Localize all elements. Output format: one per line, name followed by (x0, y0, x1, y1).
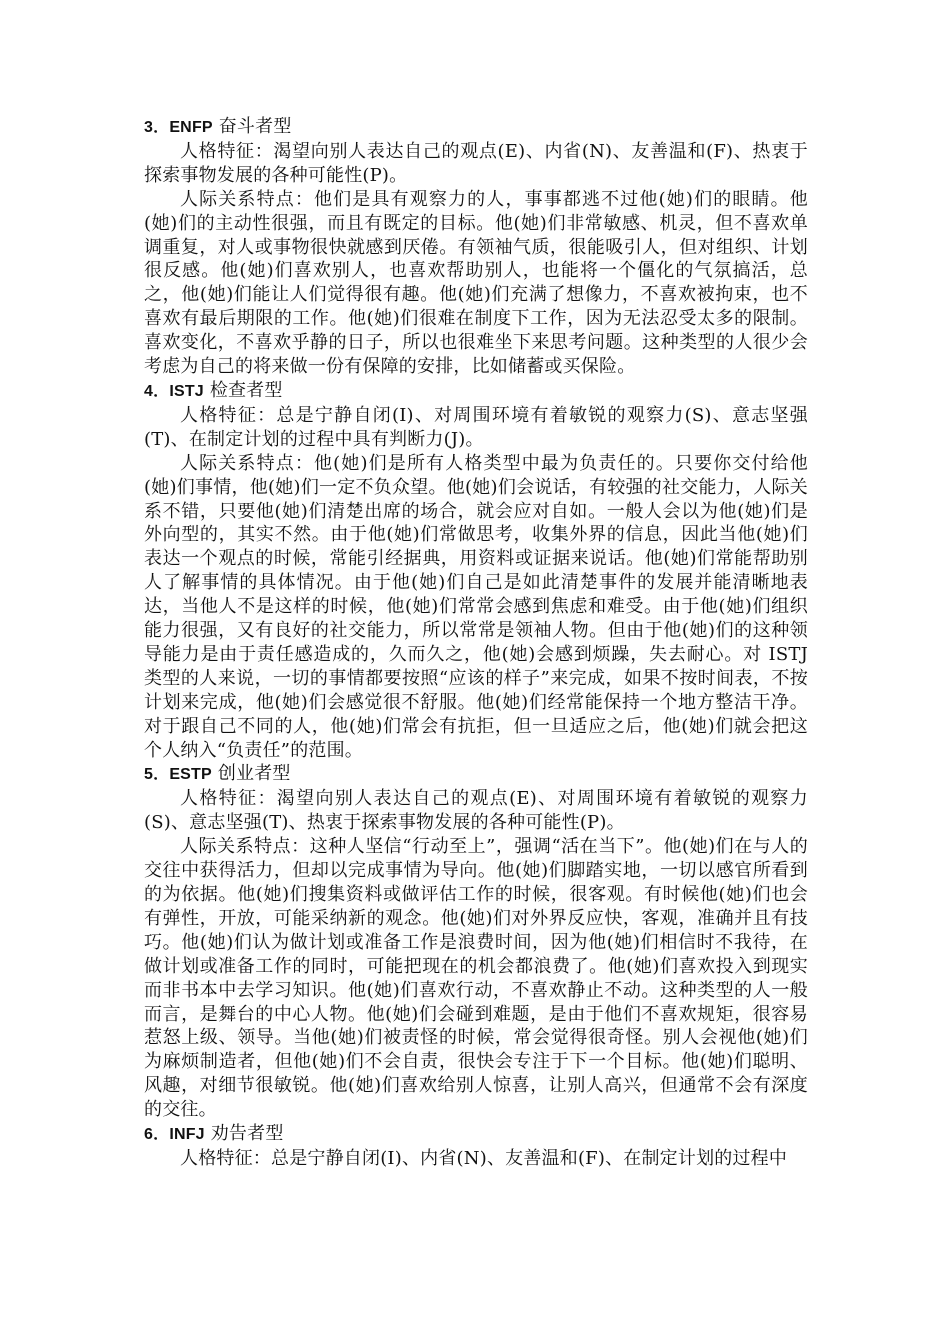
trait-paragraph: 人格特征：总是宁静自闭(I)、内省(N)、友善温和(F)、在制定计划的过程中 (180, 1147, 788, 1169)
type-name: 检查者型 (209, 379, 283, 401)
relation-paragraph: 人际关系特点：他们是具有观察力的人，事事都逃不过他(她)们的眼睛。他(她)们的主动性很强，而且有既定的目标。他(她)们非常敏感、机灵，但不喜欢单调重复，对人或事物很快就感到厌倦。有领袖气质，很能吸引人，但对组织、计划很反感。他(她)们喜欢别人，也喜欢帮助别人，也能将一个僵化的气氛搞活，总之，他(她)们能让人们觉得很有趣。他(她)们充满了想像力，不喜欢被拘束，也不喜欢有最后期限的工作。他(她)们很难在制度下工作，因为无法忍受太多的限制。喜欢变化，不喜欢乎静的日子，所以也很难坐下来思考问题。这种类型的人很少会考虑为自己的将来做一份有保障的安排，比如储蓄或买保险。 (144, 188, 808, 378)
section-number: 3． (144, 119, 170, 136)
document-page (144, 115, 808, 1171)
type-code: ISTJ (169, 382, 204, 400)
trait-paragraph: 人格特征：总是宁静自闭(I)、对周围环境有着敏锐的观察力(S)、意志坚强(T)、在制定计划的过程中具有判断力(J)。 (144, 404, 808, 450)
type-name: 劝告者型 (210, 1123, 284, 1145)
type-code: ESTP (169, 766, 212, 784)
trait-paragraph: 人格特征：渴望向别人表达自己的观点(E)、对周围环境有着敏锐的观察力(S)、意志坚强(T)、热衷于探索事物发展的各种可能性(P)。 (144, 788, 808, 834)
section-heading (144, 1122, 808, 1147)
section-istj (144, 379, 808, 763)
section-number: 5． (144, 766, 170, 784)
type-name: 奋斗者型 (218, 116, 292, 137)
section-heading (144, 379, 808, 404)
section-number: 4． (144, 382, 170, 400)
section-heading (144, 115, 808, 140)
section-number: 6． (144, 1126, 170, 1144)
relation-paragraph: 人际关系特点：他(她)们是所有人格类型中最为负责任的。只要你交付给他(她)们事情，他(她)们一定不负众望。他(她)们会说话，有较强的社交能力，人际关系不错，只要他(她)们清楚出席的场合，就会应对自如。一般人会以为他(她)们是外向型的，其实不然。由于他(她)们常做思考，收集外界的信息，因此当他(她)们表达一个观点的时候，常能引经据典，用资料或证据来说话。他(她)们常能帮助别人了解事情的具体情况。由于他(她)们自己是如此清楚事件的发展并能清晰地表达，当他人不是这样的时候，他(她)们常常会感到焦虑和难受。由于他(她)们组织能力很强，又有良好的社交能力，所以常常是领袖人物。但由于他(她)们的这种领导能力是由于责任感造成的，久而久之，他(她)会感到烦躁，失去耐心。对 ISTJ 类型的人来说，一切的事情都要按照“应该的样子”来完成，如果不按时间表，不按计划来完成，他(她)们会感觉很不舒服。他(她)们经常能保持一个地方整洁干净。对于跟自己不同的人，他(她)们常会有抗拒，但一旦适应之后，他(她)们就会把这个人纳入“负责任”的范围。 (144, 452, 808, 761)
trait-paragraph: 人格特征：渴望向别人表达自己的观点(E)、内省(N)、友善温和(F)、热衷于探索事物发展的各种可能性(P)。 (144, 140, 808, 186)
section-estp (144, 762, 808, 1122)
section-heading (144, 762, 808, 787)
relation-paragraph: 人际关系特点：这种人坚信“行动至上”，强调“活在当下”。他(她)们在与人的交往中获得活力，但却以完成事情为导向。他(她)们脚踏实地，一切以感官所看到的为依据。他(她)们搜集资料或做评估工作的时候，很客观。有时候他(她)们也会有弹性，开放，可能采纳新的观念。他(她)们对外界反应快，客观，准确并且有技巧。他(她)们认为做计划或准备工作是浪费时间，因为他(她)们相信时不我待，在做计划或准备工作的同时，可能把现在的机会都浪费了。他(她)们喜欢投入到现实而非书本中去学习知识。他(她)们喜欢行动，不喜欢静止不动。这种类型的人一般而言，是舞台的中心人物。他(她)们会碰到难题，是由于他们不喜欢规矩，很容易惹怒上级、领导。当他(她)们被责怪的时候，常会觉得很奇怪。别人会视他(她)们为麻烦制造者，但他(她)们不会自责，很快会专注于下一个目标。他(她)们聪明、风趣，对细节很敏锐。他(她)们喜欢给别人惊喜，让别人高兴，但通常不会有深度的交往。 (144, 836, 808, 1121)
type-code: ENFP (169, 119, 213, 136)
type-name: 创业者型 (217, 763, 291, 785)
section-infj (144, 1122, 808, 1171)
section-enfp (144, 115, 808, 379)
type-code: INFJ (169, 1126, 205, 1144)
